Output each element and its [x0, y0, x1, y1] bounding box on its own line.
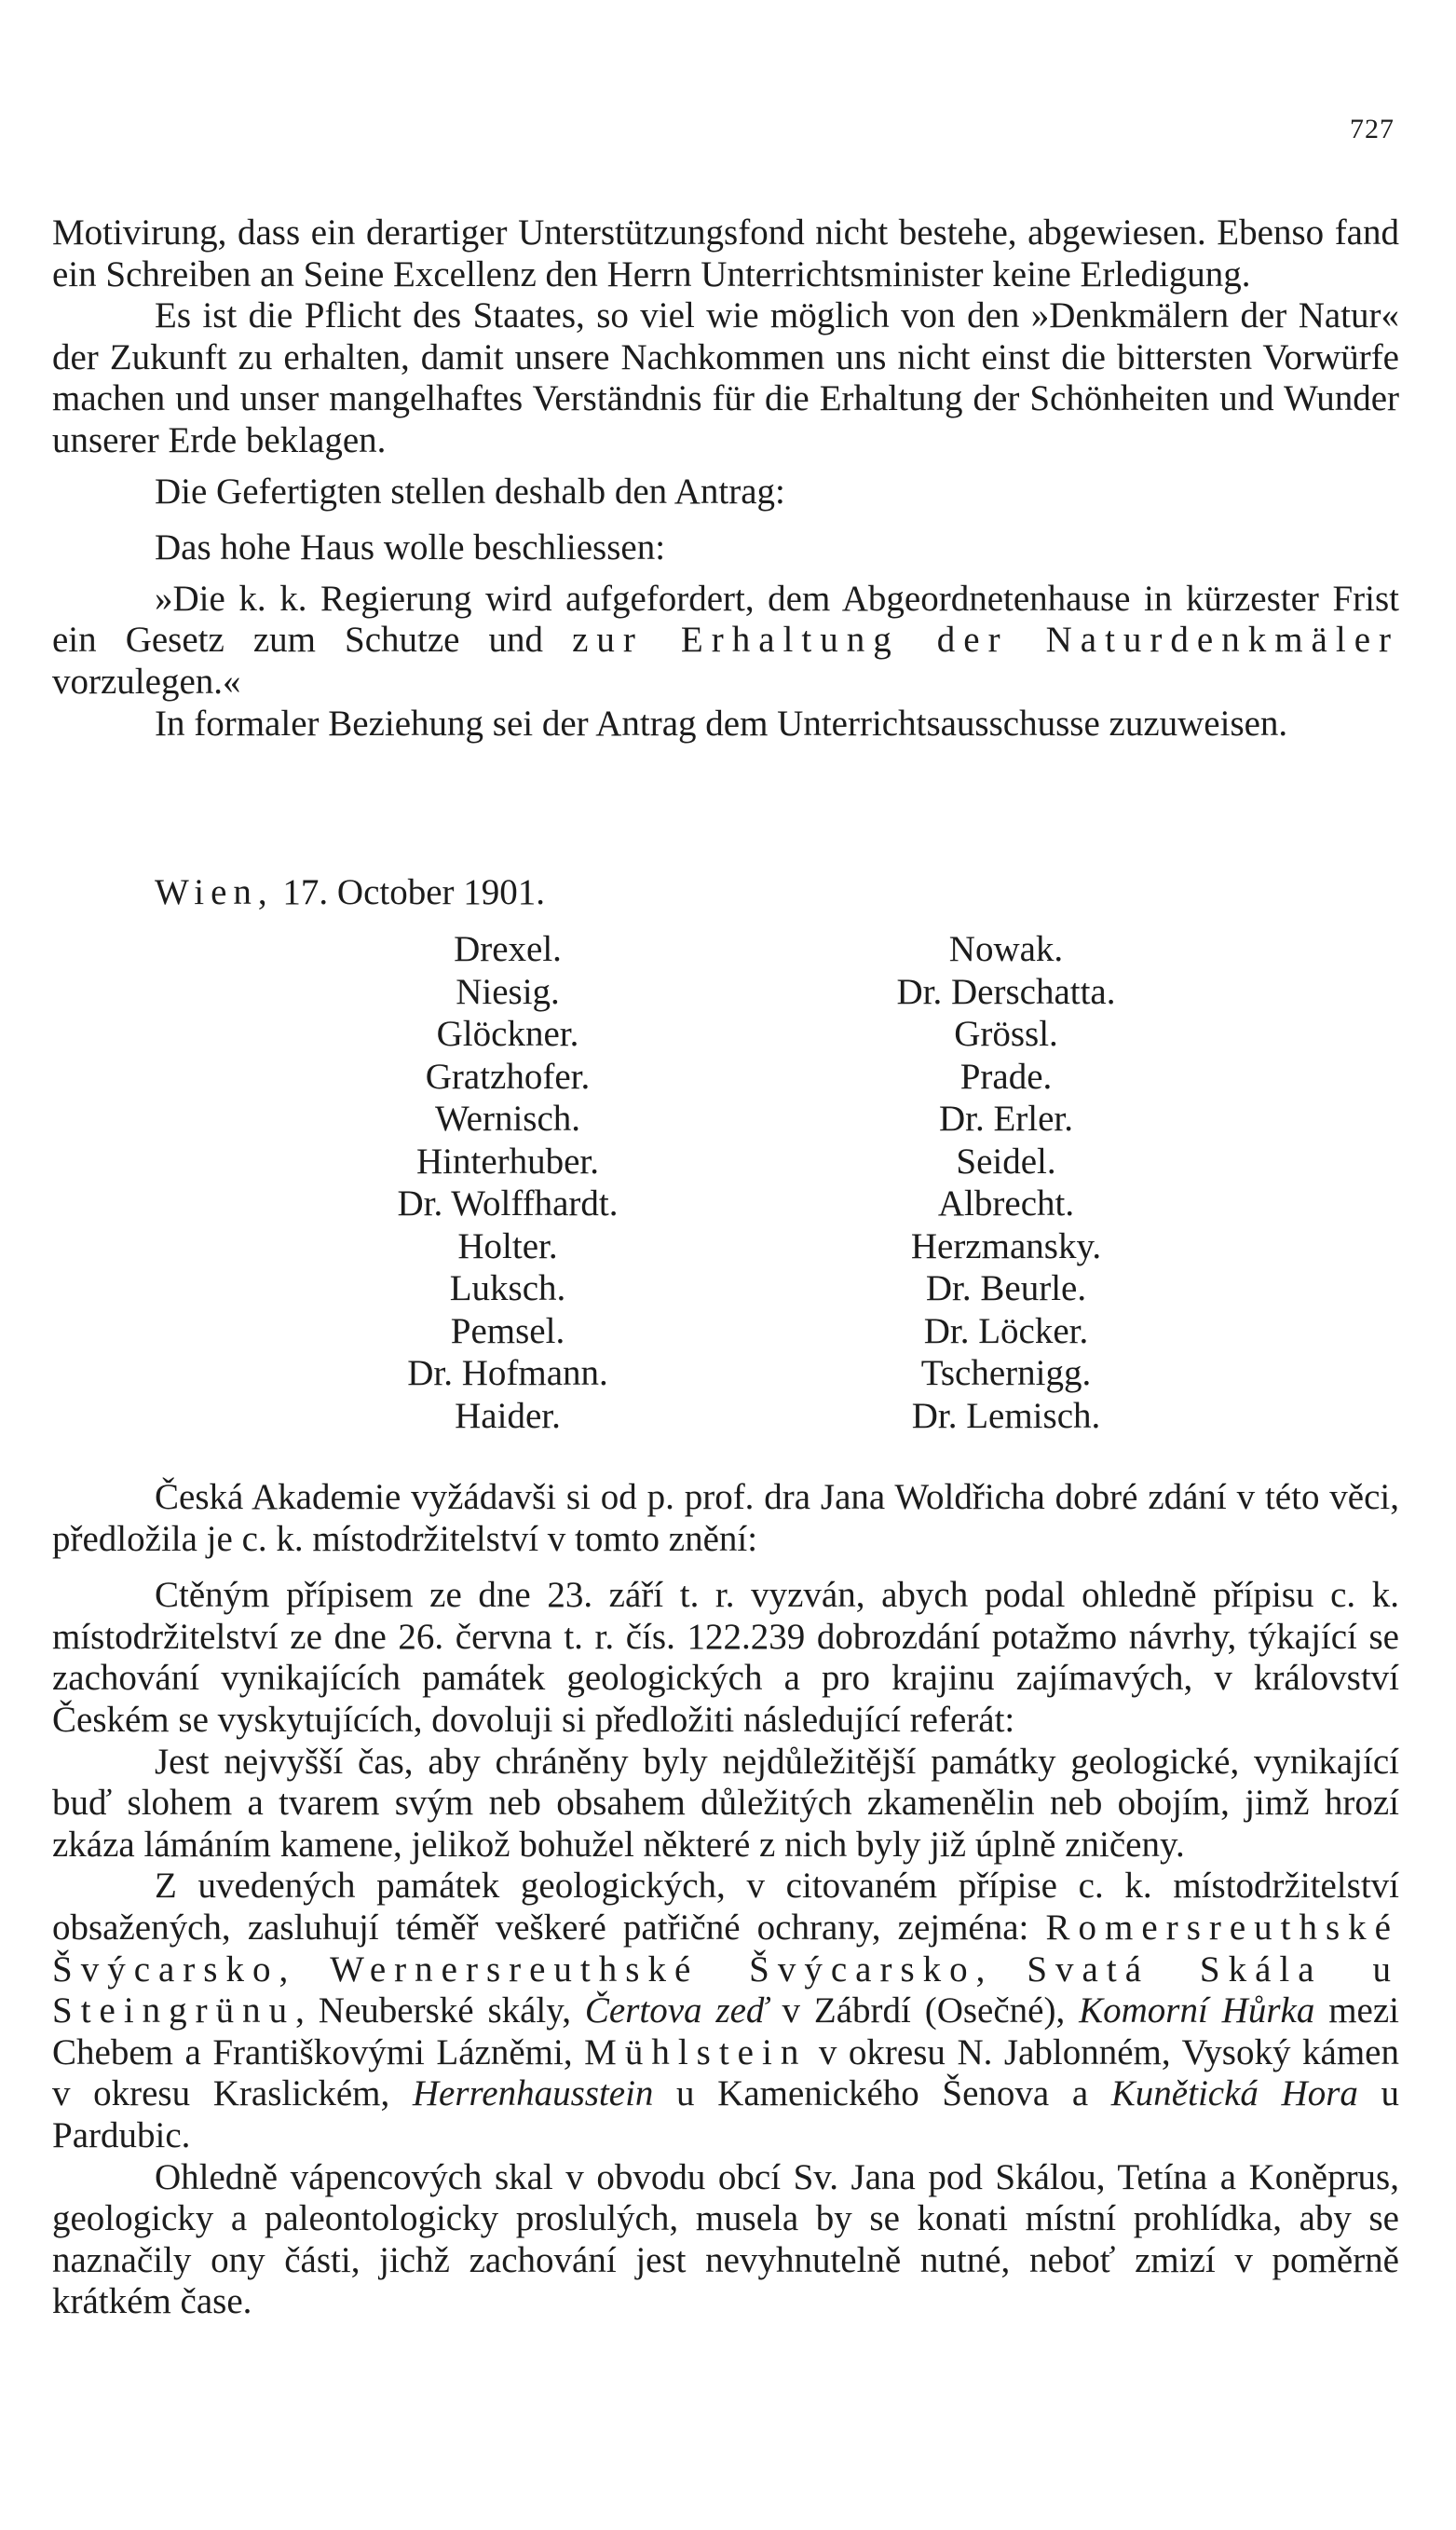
signature-column-left: [279, 928, 736, 1437]
place-kuneticka-hora: Kunětická Hora: [1110, 2073, 1358, 2114]
signature: Nowak.: [948, 929, 1064, 969]
signature: Seidel.: [956, 1141, 1056, 1182]
signature: Niesig.: [456, 971, 560, 1012]
pamatky-text: mezi Chebem a Františkovými Lázněmi,: [52, 1990, 1400, 2072]
signature: Dr. Löcker.: [923, 1310, 1089, 1351]
paragraph-vapencove-skaly: Ohledně vápencových skal v obvodu obcí Sv. Jana pod Skálou, Tetína a Koněprus, geologicky a paleontologicky proslulých, musela by se konati místní prohlídka, aby se naznačily ony části, jichž zachování jest nevyhnutelně nutné, neboť zmizí v poměrně krátkém čase.: [52, 2156, 1399, 2322]
regierung-text-b: vorzulegen.«: [52, 661, 241, 702]
czech-text-block: [52, 1477, 1399, 2323]
paragraph-nejvyssi-cas: Jest nejvyšší čas, aby chráněny byly nejdůležitější památky geologické, vynikající buď slohem a tvarem svým neb obsahem důležitých zkamenělin neb obojím, jimž hrozí zkáza lámáním kamene, jelikož bohužel některé z nich byly již úplně zničeny.: [52, 1741, 1399, 1865]
paragraph-antrag: Die Gefertigten stellen deshalb den Antrag:: [155, 471, 785, 512]
signature: Glöckner.: [436, 1014, 579, 1054]
pamatky-text: , Neuberské skály,: [295, 1990, 585, 2031]
signature: Dr. Lemisch.: [911, 1395, 1101, 1436]
signature: Prade.: [959, 1056, 1053, 1097]
pamatky-text: u Kamenického Šenova a: [653, 2073, 1111, 2114]
place-wernersreuth: Wernersreuthské Švýcarsko: [330, 1949, 976, 1990]
place-komorni-hurka: Komorní Hůrka: [1079, 1990, 1315, 2031]
signature-column-right: [764, 928, 1248, 1437]
signature: Luksch.: [449, 1268, 566, 1308]
pamatky-sep: ,: [279, 1949, 331, 1990]
signature: Holter.: [457, 1225, 558, 1266]
signature: Dr. Derschatta.: [896, 971, 1116, 1012]
paragraph-akademie: Česká Akademie vyžádavši si od p. prof. dra Jana Woldřicha dobré zdání v této věci, předložila je c. k. místodržitelství v tomto znění:: [52, 1477, 1399, 1559]
signature: Dr. Wolffhardt.: [397, 1183, 619, 1224]
pamatky-text: u Pardubic.: [52, 2073, 1400, 2155]
regierung-text-a: »Die k. k. Regierung wird aufgefordert, dem Abgeordnetenhause in kürzester Frist ein Gesetz zum Schutze und: [52, 578, 1399, 661]
place-romersreuth: Romersreuthské Švýcarsko: [52, 1907, 1399, 1990]
paragraph-pripis: Ctěným přípisem ze dne 23. září t. r. vyzván, abych podal ohledně přípisu c. k. místodržitelství ze dne 26. června t. r. čís. 122.239 dobrozdání potažmo návrhy, týkající se zachování vynikajících památek geologických a pro krajinu zajímavých, v království Českém se vyskytujících, dovoluji si předložiti následující referát:: [52, 1575, 1399, 1740]
signature: Dr. Hofmann.: [407, 1353, 608, 1393]
german-text-block: [52, 212, 1399, 745]
pamatky-sep: ,: [975, 1949, 1027, 1990]
signature: Haider.: [455, 1395, 561, 1436]
signature: Herzmansky.: [910, 1225, 1102, 1266]
paragraph-motivirung: Motivirung, dass ein derartiger Unterstützungsfond nicht bestehe, abgewiesen. Ebenso fand ein Schreiben an Seine Excellenz den Herrn Unterrichtsminister keine Erledigung.: [52, 212, 1399, 294]
place-certova-zed: Čertova zeď: [584, 1990, 769, 2031]
signature: Grössl.: [954, 1014, 1058, 1054]
signature: Dr. Beurle.: [925, 1268, 1087, 1308]
date-line: [155, 871, 545, 913]
pamatky-text: v okresu N. Jablonném, Vysoký kámen v okresu Kraslickém,: [52, 2031, 1399, 2114]
signature: Dr. Erler.: [938, 1099, 1074, 1139]
place-muhlstein: Mühlstein: [584, 2031, 808, 2072]
signature: Hinterhuber.: [415, 1141, 600, 1182]
paragraph-pamatky: [52, 1866, 1399, 2156]
signature: Drexel.: [454, 929, 562, 969]
pamatky-text: Z uvedených památek geologických, v citovaném přípise c. k. místodržitelství obsažených, zasluhují téměř veškeré patřičné ochrany, zejména:: [52, 1866, 1399, 1948]
signature: Tschernigg.: [920, 1353, 1092, 1393]
pamatky-text: v Zábrdí (Osečné),: [768, 1990, 1080, 2031]
paragraph-pflicht: Es ist die Pflicht des Staates, so viel wie möglich von den »Denkmälern der Natur« der Zukunft zu erhalten, damit unsere Nachkommen uns nicht einst die bittersten Vorwürfe machen und unser mangelhaftes Verständnis für die Erhaltung der Schönheiten und Wunder unserer Erde beklagen.: [52, 295, 1399, 460]
signature: Gratzhofer.: [425, 1056, 591, 1097]
date-text: 17. October 1901.: [273, 872, 546, 912]
paragraph-formaler: In formaler Beziehung sei der Antrag dem Unterrichtsausschusse zuzuweisen.: [155, 703, 1288, 744]
place-herrenhausstein: Herrenhausstein: [412, 2073, 654, 2114]
paragraph-beschliessen: Das hohe Haus wolle beschliessen:: [155, 527, 666, 568]
page-number: 727: [1350, 114, 1395, 144]
signature: Albrecht.: [937, 1183, 1075, 1224]
signature: Pemsel.: [450, 1310, 565, 1351]
signature: Wernisch.: [434, 1099, 581, 1139]
regierung-spaced-text: zur Erhaltung der Naturdenkmäler: [572, 620, 1399, 661]
place-svata-skala: Svatá Skála u Steingrünu: [52, 1949, 1400, 2031]
date-place: Wien,: [155, 872, 274, 912]
paragraph-regierung: [52, 579, 1399, 704]
